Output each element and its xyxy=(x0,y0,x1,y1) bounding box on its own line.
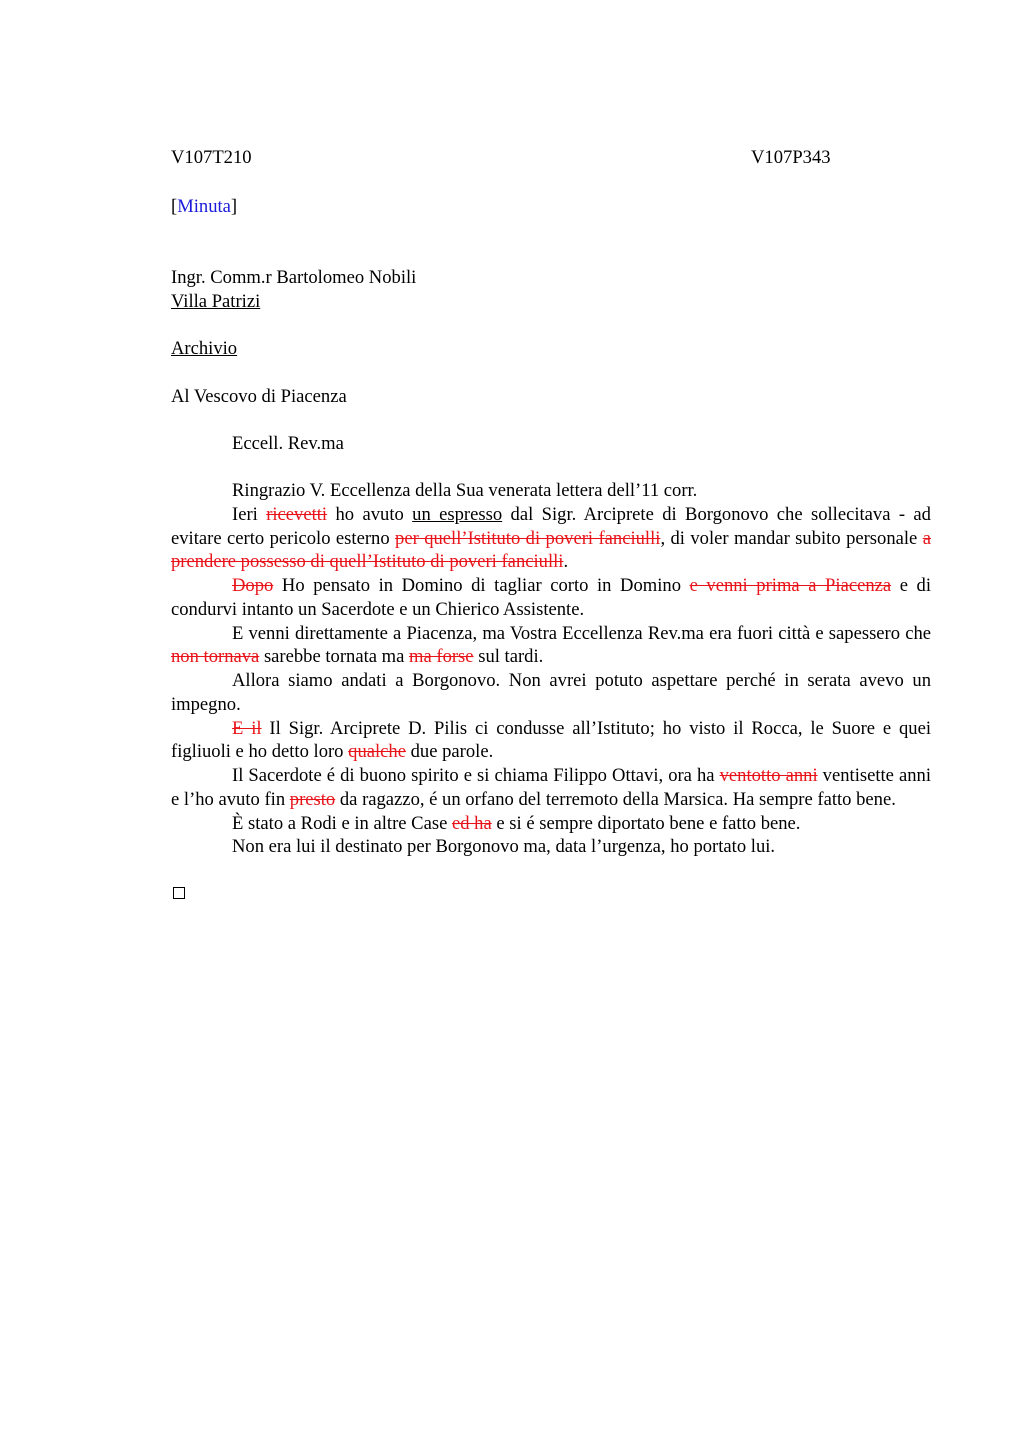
paragraph-text: Il Sigr. Arciprete D. Pilis ci condusse all’Istituto; ho visto il Rocca, le Suore e quei figliuoli e ho detto loro xyxy=(171,717,931,763)
paragraph-text: sul tardi. xyxy=(473,646,544,668)
paragraph-6 xyxy=(171,717,931,765)
document-code-right: V107P343 xyxy=(751,147,831,168)
deleted-text: a prendere possesso di quell’Istituto di poveri fanciulli xyxy=(171,527,931,573)
deleted-text: ed ha xyxy=(451,812,492,834)
paragraph-2 xyxy=(171,503,931,574)
deleted-text: ma forse xyxy=(409,646,474,668)
sender-place-text: Villa Patrizi xyxy=(171,291,261,312)
deleted-text: per quell’Istituto di poveri fanciulli xyxy=(395,527,661,549)
sender-name: Ingr. Comm.r Bartolomeo Nobili xyxy=(171,267,417,288)
archive-label xyxy=(171,337,237,361)
paragraph-text: e di condurvi intanto un Sacerdote e un Chierico Assistente. xyxy=(171,575,931,620)
letter-body xyxy=(171,479,931,859)
archive-label-text: Archivio xyxy=(171,338,238,359)
paragraph-text: da ragazzo, é un orfano del terremoto della Marsica. Ha sempre fatto bene. xyxy=(335,788,896,810)
paragraph-7 xyxy=(171,764,931,812)
paragraph-text: ventisette anni e l’ho avuto fin xyxy=(171,765,932,810)
paragraph-text: , di voler mandar subito personale xyxy=(660,527,923,549)
recipient: Al Vescovo di Piacenza xyxy=(171,386,347,407)
minuta-label xyxy=(171,195,237,219)
paragraph-text: Ringrazio V. Eccellenza della Sua venerata lettera dell’11 corr. xyxy=(232,480,698,501)
paragraph-4 xyxy=(171,622,931,670)
paragraph-9 xyxy=(171,835,931,859)
paragraph-text: e si é sempre diportato bene e fatto bene. xyxy=(491,812,801,834)
minuta-bracket-open: [ xyxy=(171,196,178,217)
paragraph-text: E venni direttamente a Piacenza, ma Vostra Eccellenza Rev.ma era fuori città e sapessero che xyxy=(232,622,931,644)
paragraph-text: ho avuto xyxy=(327,503,413,525)
deleted-text: E il xyxy=(232,717,262,739)
paragraph-text: Il Sacerdote é di buono spirito e si chiama Filippo Ottavi, ora ha xyxy=(232,765,720,786)
deleted-text: non tornava xyxy=(171,646,260,668)
square-checkbox-icon xyxy=(173,887,185,899)
minuta-link[interactable]: Minuta xyxy=(177,196,231,217)
paragraph-5 xyxy=(171,669,931,717)
paragraph-text: Allora siamo andati a Borgonovo. Non avrei potuto aspettare perché in serata avevo un impegno. xyxy=(171,670,931,715)
underlined-text: un espresso xyxy=(412,503,503,525)
paragraph-text: Non era lui il destinato per Borgonovo ma, data l’urgenza, ho portato lui. xyxy=(232,836,776,858)
paragraph-text: sarebbe tornata ma xyxy=(259,646,410,668)
document-code-left: V107T210 xyxy=(171,147,252,168)
deleted-text: presto xyxy=(289,788,336,810)
paragraph-3 xyxy=(171,574,931,622)
paragraph-8 xyxy=(171,812,931,836)
deleted-text: e venni prima a Piacenza xyxy=(689,575,892,596)
paragraph-text: Ho pensato in Domino di tagliar corto in Domino xyxy=(273,575,690,596)
deleted-text: ricevetti xyxy=(266,503,328,525)
paragraph-text: È stato a Rodi e in altre Case xyxy=(232,812,452,834)
paragraph-text: due parole. xyxy=(405,741,494,763)
sender-place xyxy=(171,290,260,314)
paragraph-1 xyxy=(171,479,931,503)
deleted-text: qualche xyxy=(348,741,406,763)
deleted-text: Dopo xyxy=(232,575,274,596)
paragraph-text: . xyxy=(563,551,569,573)
paragraph-text: Ieri xyxy=(232,503,267,525)
paragraph-text: dal Sigr. Arciprete di Borgonovo che sollecitava - ad evitare certo pericolo esterno xyxy=(171,503,931,549)
minuta-bracket-close: ] xyxy=(230,196,238,217)
deleted-text: ventotto anni xyxy=(719,765,818,786)
salutation: Eccell. Rev.ma xyxy=(232,433,344,454)
